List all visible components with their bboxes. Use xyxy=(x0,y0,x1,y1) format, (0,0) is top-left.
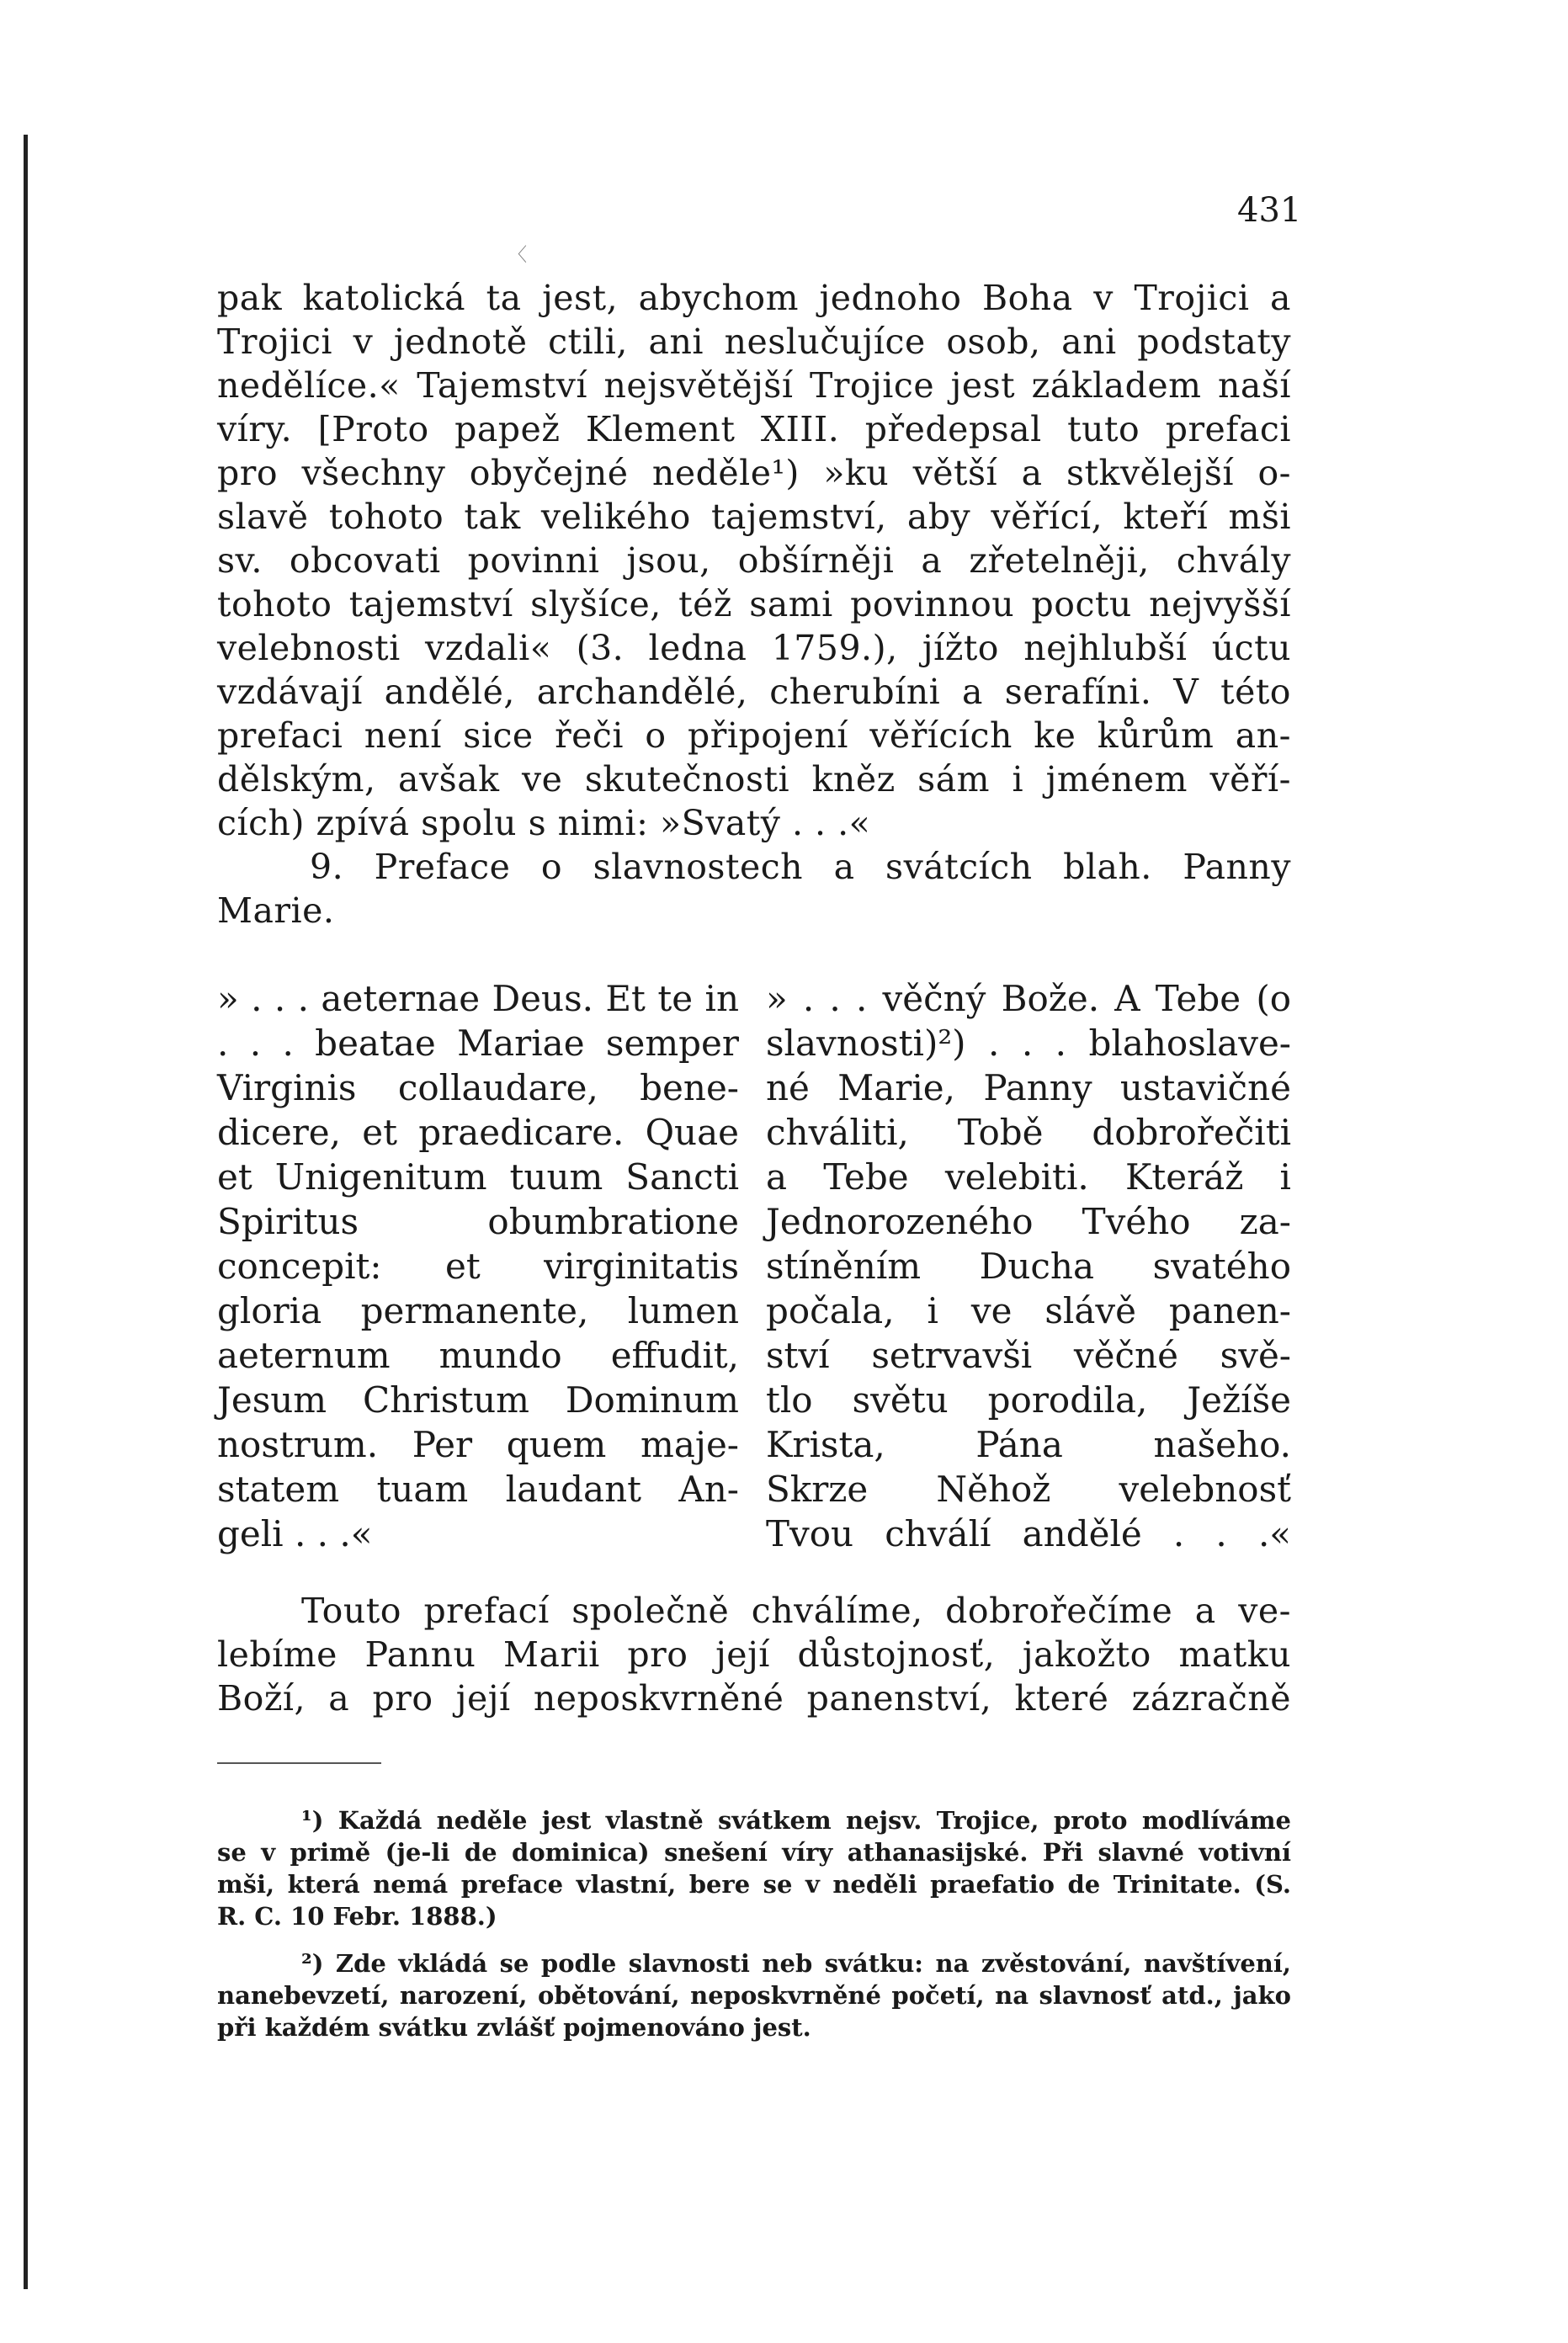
text-line: cích) zpívá spolu s nimi: »Svatý . . .« xyxy=(217,803,871,843)
text-line: lebíme Pannu Marii pro její důstojnosť, jakožto matku xyxy=(217,1634,1291,1675)
latin-line: Virginis collaudare, bene- xyxy=(217,1067,739,1108)
latin-line: » . . . aeternae Deus. Et te in xyxy=(217,978,739,1019)
section-heading: 9. Preface o slavnostech a svátcích blah. Panny xyxy=(310,847,1291,887)
stray-mark: 〈 xyxy=(508,245,528,266)
czech-line: stíněním Ducha svatého xyxy=(766,1246,1291,1287)
text-line: víry. [Proto papež Klement XIII. předepsal tuto prefaci xyxy=(217,409,1291,449)
text-line: pro všechny obyčejné neděle¹) »ku větší a stkvělejší o- xyxy=(217,453,1291,493)
footnote-line: mši, která nemá preface vlastní, bere se v neděli praefatio de Trinitate. (S. xyxy=(217,1870,1291,1899)
latin-line: gloria permanente, lumen xyxy=(217,1290,739,1331)
body-paragraph-2 xyxy=(217,1589,1291,1720)
czech-line: Tvou chválí andělé . . .« xyxy=(766,1513,1291,1554)
latin-column xyxy=(217,976,739,1556)
footnote-divider xyxy=(217,1762,381,1764)
section-heading-continued: Marie. xyxy=(217,890,335,931)
body-paragraph-1 xyxy=(217,276,1291,932)
czech-column xyxy=(766,976,1291,1556)
latin-line: nostrum. Per quem maje- xyxy=(217,1424,739,1465)
latin-line: Spiritus obumbratione xyxy=(217,1201,739,1242)
text-line: Touto prefací společně chválíme, dobrořečíme a ve- xyxy=(301,1591,1291,1631)
text-line: nedělíce.« Tajemství nejsvětější Trojice jest základem naší xyxy=(217,365,1291,406)
footnote-line: při každém svátku zvlášť pojmenováno jest. xyxy=(217,2013,811,2042)
text-line: Trojici v jednotě ctili, ani neslučujíce osob, ani podstaty xyxy=(217,321,1291,362)
text-line: pak katolická ta jest, abychom jednoho Boha v Trojici a xyxy=(217,278,1291,318)
czech-line: » . . . věčný Bože. A Tebe (o xyxy=(766,978,1291,1019)
czech-line: ství setrvavši věčné svě- xyxy=(766,1335,1291,1376)
latin-line: et Unigenitum tuum Sancti xyxy=(217,1156,739,1198)
text-line: sv. obcovati povinni jsou, obšírněji a zřetelněji, chvály xyxy=(217,540,1291,581)
czech-line: a Tebe velebiti. Kteráž i xyxy=(766,1156,1291,1198)
page-number: 431 xyxy=(1237,191,1302,230)
czech-line: chváliti, Tobě dobrořečiti xyxy=(766,1112,1291,1153)
czech-line: Jednorozeného Tvého za- xyxy=(766,1201,1291,1242)
footnote-1 xyxy=(217,1804,1291,1932)
text-line: tohoto tajemství slyšíce, též sami povinnou poctu nejvyšší xyxy=(217,584,1291,624)
czech-line: Skrze Něhož velebnosť xyxy=(766,1469,1291,1510)
text-line: dělským, avšak ve skutečnosti kněz sám i jménem věří- xyxy=(217,759,1291,800)
footnote-2 xyxy=(217,1947,1291,2043)
latin-line: Jesum Christum Dominum xyxy=(217,1379,739,1421)
text-line: vzdávají andělé, archandělé, cherubíni a serafíni. V této xyxy=(217,672,1291,712)
czech-line: tlo světu porodila, Ježíše xyxy=(766,1379,1291,1421)
latin-line: geli . . .« xyxy=(217,1513,373,1554)
czech-line: né Marie, Panny ustavičné xyxy=(766,1067,1291,1108)
text-line: Boží, a pro její neposkvrněné panenství, které zázračně xyxy=(217,1678,1291,1719)
footnote-line: ¹) Každá neděle jest vlastně svátkem nejsv. Trojice, proto modlíváme xyxy=(301,1806,1291,1835)
czech-line: slavnosti)²) . . . blahoslave- xyxy=(766,1023,1291,1064)
footnote-line: se v primě (je-li de dominica) snešení víry athanasijské. Při slavné votivní xyxy=(217,1838,1291,1867)
footnote-line: nanebevzetí, narození, obětování, neposkvrněné početí, na slavnosť atd., jako xyxy=(217,1981,1291,2010)
czech-line: Krista, Pána našeho. xyxy=(766,1424,1291,1465)
footnote-line: R. C. 10 Febr. 1888.) xyxy=(217,1902,497,1931)
text-line: prefaci není sice řeči o připojení věřících ke kůrům an- xyxy=(217,715,1291,756)
latin-line: . . . beatae Mariae semper xyxy=(217,1023,739,1064)
text-line: slavě tohoto tak velikého tajemství, aby věřící, kteří mši xyxy=(217,497,1291,537)
latin-line: dicere, et praedicare. Quae xyxy=(217,1112,739,1153)
footnote-line: ²) Zde vkládá se podle slavnosti neb svátku: na zvěstování, navštívení, xyxy=(301,1949,1291,1978)
page-edge xyxy=(24,135,28,2289)
text-line: velebnosti vzdali« (3. ledna 1759.), jížto nejhlubší úctu xyxy=(217,628,1291,668)
latin-line: concepit: et virginitatis xyxy=(217,1246,739,1287)
latin-line: statem tuam laudant An- xyxy=(217,1469,739,1510)
latin-line: aeternum mundo effudit, xyxy=(217,1335,739,1376)
czech-line: počala, i ve slávě panen- xyxy=(766,1290,1291,1331)
